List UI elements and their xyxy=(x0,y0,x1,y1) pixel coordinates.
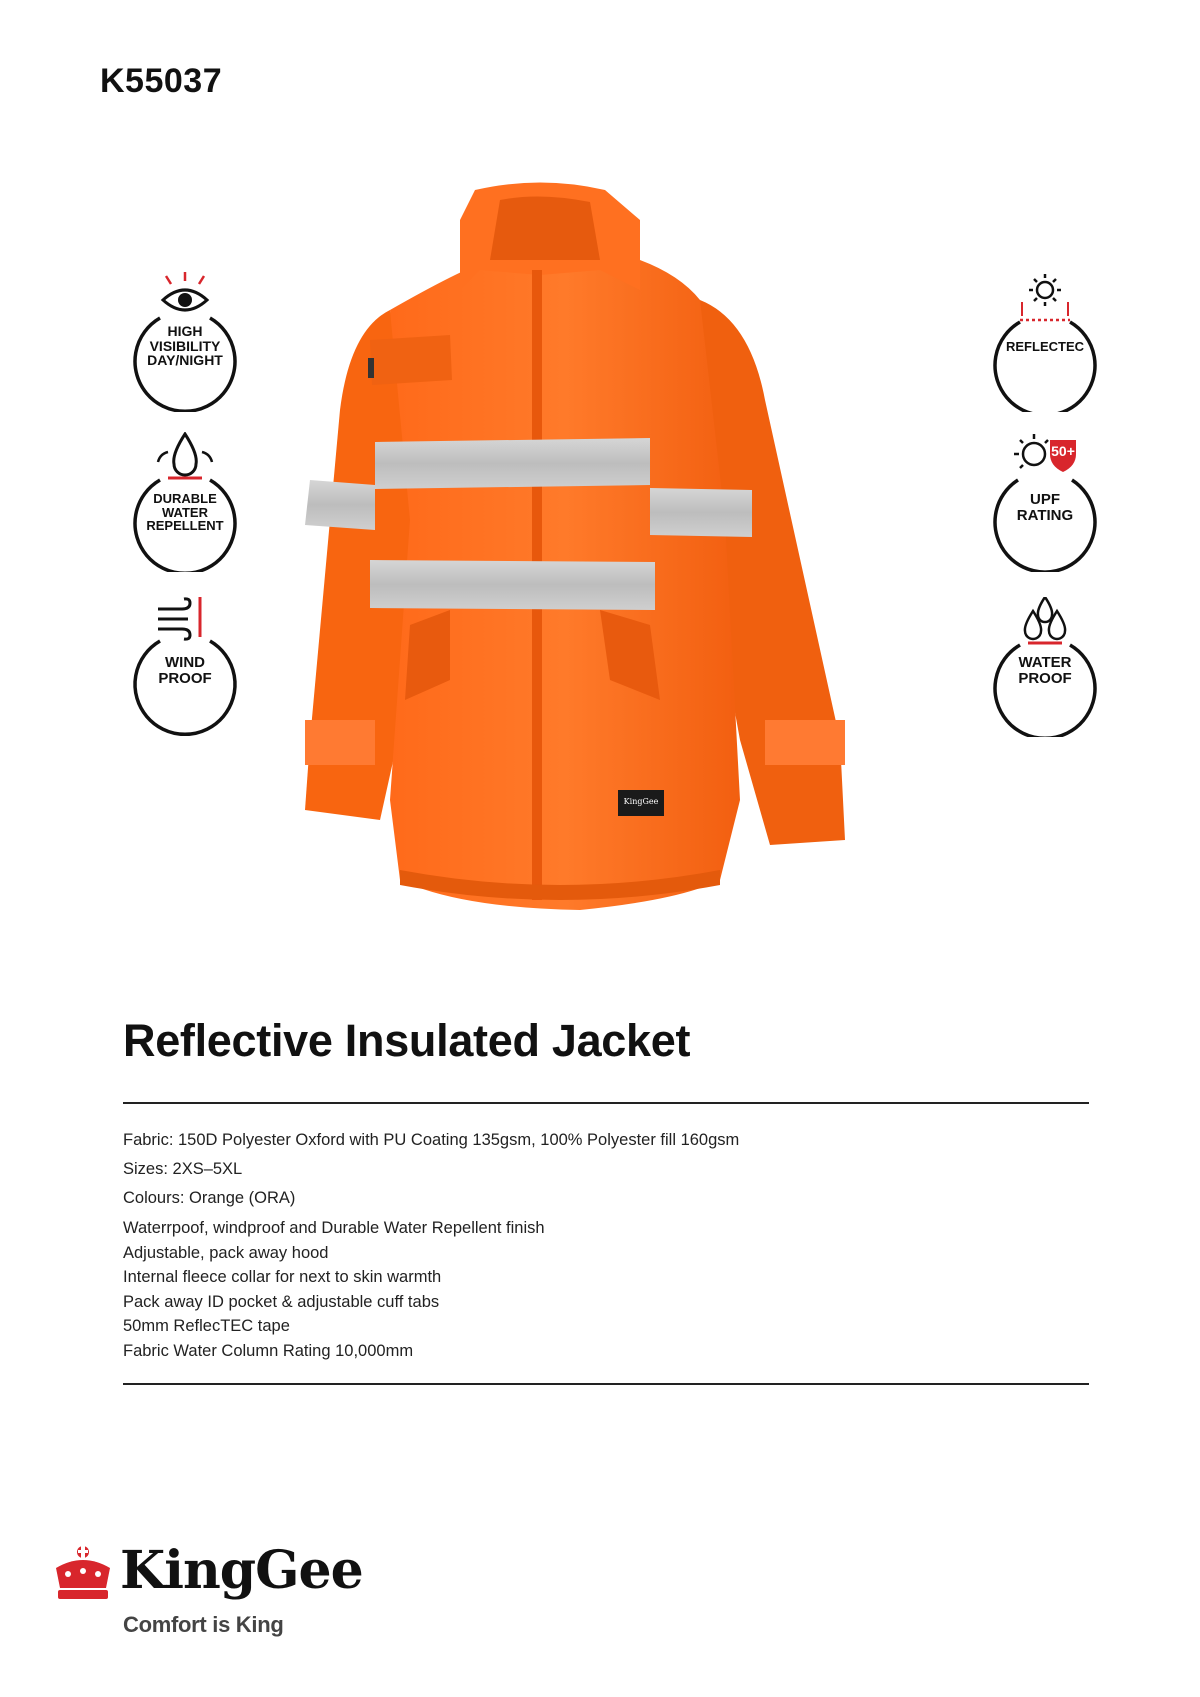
spec-sizes: Sizes: 2XS–5XL xyxy=(123,1160,243,1178)
badge-upf-rating xyxy=(990,432,1100,572)
specs-block xyxy=(123,1126,739,1363)
divider-bottom xyxy=(123,1383,1089,1385)
feature-item: Fabric Water Column Rating 10,000mm xyxy=(123,1341,414,1360)
badge-high-visibility xyxy=(130,272,240,412)
badge-line: WIND xyxy=(165,654,205,671)
badge-line: DURABLE xyxy=(153,491,217,506)
brand-name: KingGee xyxy=(120,1540,363,1601)
spec-fabric: Fabric: 150D Polyester Oxford with PU Coating 135gsm, 100% Polyester fill 160gsm xyxy=(123,1131,740,1149)
shield-text: 50+ xyxy=(1051,443,1075,459)
divider-top xyxy=(123,1102,1089,1104)
brand-tagline: Comfort is King xyxy=(123,1612,284,1637)
badge-line: HIGH xyxy=(167,323,203,339)
badge-line: DAY/NIGHT xyxy=(147,352,223,369)
feature-item: Internal fleece collar for next to skin warmth xyxy=(123,1268,442,1286)
badge-line: REFLECTEC xyxy=(1006,339,1084,354)
feature-item: Adjustable, pack away hood xyxy=(123,1243,329,1262)
crown-icon xyxy=(50,1544,116,1604)
badge-line: RATING xyxy=(1016,506,1074,524)
badge-line: PROOF xyxy=(158,669,212,687)
feature-item: 50mm ReflecTEC tape xyxy=(123,1317,290,1335)
spec-colours: Colours: Orange (ORA) xyxy=(123,1189,296,1207)
badge-water-proof xyxy=(990,597,1100,737)
badge-line: VISIBILITY xyxy=(149,337,221,354)
badge-line: WATER xyxy=(162,504,208,520)
badge-line: PROOF xyxy=(1018,669,1072,687)
badge-wind-proof xyxy=(130,597,240,737)
feature-item: Waterrpoof, windproof and Durable Water Repellent finish xyxy=(123,1219,545,1237)
badge-reflectec xyxy=(990,272,1100,412)
feature-item: Pack away ID pocket & adjustable cuff tabs xyxy=(123,1292,440,1311)
jacket-illustration xyxy=(300,180,860,940)
badge-line: UPF xyxy=(1030,491,1060,508)
product-title: Reflective Insulated Jacket xyxy=(123,1015,691,1066)
garment-label: KingGee xyxy=(623,797,659,806)
badge-durable-water-repellent xyxy=(130,432,240,572)
brand-logo xyxy=(50,1540,450,1640)
badge-line: REPELLENT xyxy=(146,518,224,534)
badge-line: WATER xyxy=(1018,654,1072,671)
product-code: K55037 xyxy=(100,62,223,100)
